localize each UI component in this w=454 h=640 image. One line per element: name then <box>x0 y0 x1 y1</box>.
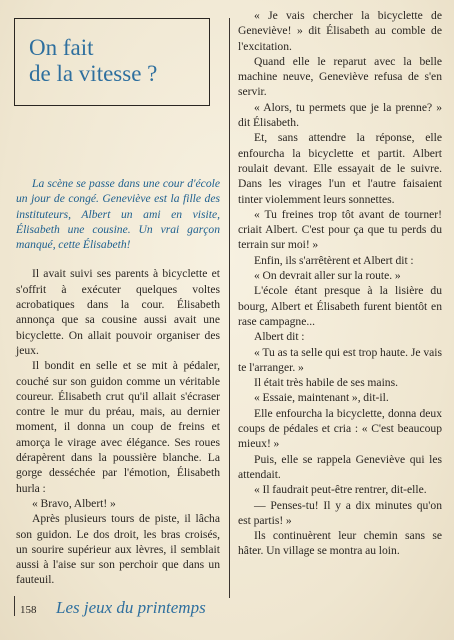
body-paragraph: Enfin, ils s'arrêtèrent et Albert dit : <box>254 253 414 267</box>
right-column <box>238 8 442 559</box>
body-paragraph: Elle enfourcha la bicyclette, donna deux coups de pédales et cria : « C'est beaucoup mieux! » <box>238 406 442 451</box>
body-paragraph: L'école étant presque à la lisière du bourg, Albert et Élisabeth furent bientôt en rase campagne... <box>238 284 442 328</box>
title-frame <box>14 18 210 106</box>
body-paragraph: Après plusieurs tours de piste, il lâcha son guidon. Le dos droit, les bras croisés, un sourire supérieur aux lèvres, il semblait aussi à l'aise sur son perchoir que dans un fauteuil. <box>16 512 220 587</box>
body-paragraph: — Penses-tu! Il y a dix minutes qu'on est partis! » <box>238 498 442 527</box>
footer-divider <box>14 596 15 616</box>
body-paragraph: Il bondit en selle et se mit à pédaler, couché sur son guidon comme un véritable coureur. Élisabeth crut qu'il allait s'écraser contre le mur du préau, mais, au dernier moment, il donna un coup de freins et amorça le virage avec élégance. Ses roues dérapèrent dans la poussière blanche. La gorge desséchée par l'émotion, Élisabeth hurla : <box>16 359 220 495</box>
chapter-title: On fait de la vitesse ? <box>29 35 158 86</box>
body-paragraph: « Bravo, Albert! » <box>32 496 116 510</box>
body-paragraph: « Tu freines trop tôt avant de tourner! criait Albert. C'est pour ça que tu perds du terrain sur moi! » <box>238 207 442 252</box>
body-paragraph: « Je vais chercher la bicyclette de Geneviève! » dit Élisabeth au comble de l'excitation. <box>238 9 442 53</box>
body-paragraph: Et, sans attendre la réponse, elle enfourcha la bicyclette et partit. Albert roulait devant. Elle essayait de le suivre. Dans les virages l'un et l'autre faisaient tinter violemment leurs sonnettes. <box>238 131 442 206</box>
body-paragraph: « Il faudrait peut-être rentrer, dit-elle. <box>254 483 427 497</box>
body-paragraph: Albert dit : <box>254 330 305 344</box>
body-paragraph: « Tu as ta selle qui est trop haute. Je vais te l'arranger. » <box>238 345 442 374</box>
body-paragraph: Puis, elle se rappela Geneviève qui les attendait. <box>238 452 442 481</box>
body-paragraph: « Essaie, maintenant », dit-il. <box>254 391 389 405</box>
column-divider <box>229 18 230 598</box>
body-paragraph: « On devrait aller sur la route. » <box>254 269 401 283</box>
page-number: 158 <box>20 604 37 616</box>
left-column <box>16 176 220 588</box>
body-paragraph: Ils continuèrent leur chemin sans se hâter. Un village se montra au loin. <box>238 529 442 558</box>
intro-paragraph: La scène se passe dans une cour d'école un jour de congé. Geneviève est la fille des instituteurs, Albert un ami en visite, Élisabeth une cousine. Un vrai garçon manqué, cette Élisabeth! <box>16 177 220 252</box>
body-paragraph: Il avait suivi ses parents à bicyclette et s'offrit à exécuter quelques voltes acrobatiques dans la cour. Élisabeth annonça que sa cousine aussi avait une bicyclette. On allait pouvoir organiser des jeux. <box>16 267 220 357</box>
body-paragraph: Quand elle le reparut avec la belle machine neuve, Geneviève refusa de s'en servir. <box>238 54 442 99</box>
running-title: Les jeux du printemps <box>56 598 206 617</box>
body-paragraph: « Alors, tu permets que je la prenne? » dit Élisabeth. <box>238 100 442 130</box>
body-paragraph: Il était très habile de ses mains. <box>254 376 398 390</box>
